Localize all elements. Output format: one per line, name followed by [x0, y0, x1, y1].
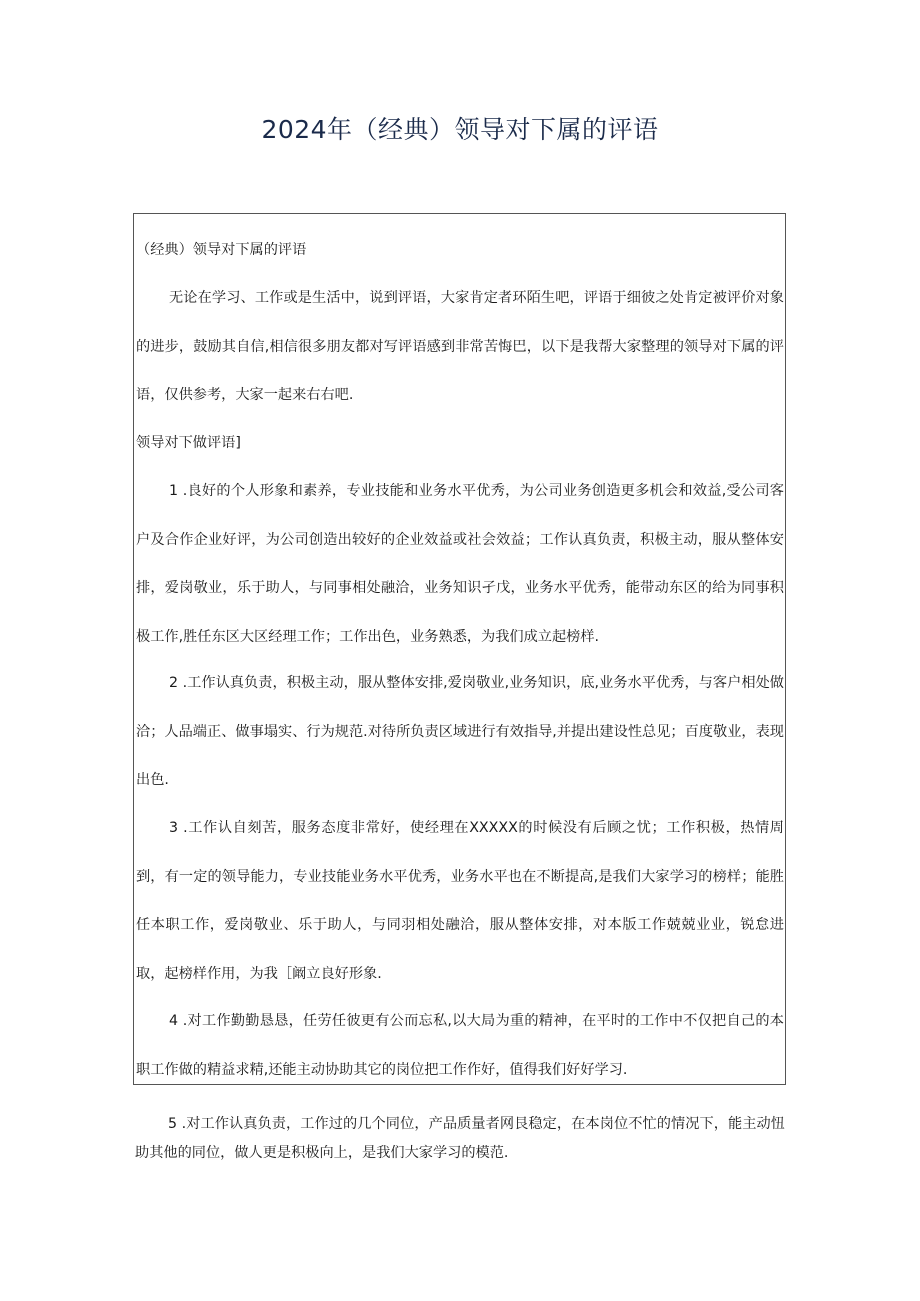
list-item: 2 .工作认真负责，积极主动，服从整体安排,爱岗敬业,业务知识，底,业务水平优秀，与客户相处做洽；人品端正、做事塌实、行为规范.对待所负责区域进行有效指导,并提出建设性总见；百度敬业，表现出色.: [136, 675, 784, 788]
list-item: 4 .对工作勤勤恳恳，任劳任彼更有公而忘私,以大局为重的精神，在平时的工作中不仅把自己的本职工作做的精益求精,还能主动协助其它的岗位把工作作好，值得我们好好学习.: [136, 1013, 784, 1078]
section-heading: 领导对下做评语]: [136, 435, 241, 451]
intro-paragraph: 无论在学习、工作或是生活中，说到评语，大家肯定者环陌生吧，评语于细彼之处肯定被评价对象的进步，鼓励其自信,相信很多朋友都对写评语感到非常苦悔巴，以下是我帮大家整理的领导对下属的评语，仅供参考，大家一起来右右吧.: [136, 290, 784, 403]
list-item: 3 .工作认自刻苦，服务态度非常好，使经理在XXXXX的时候没有后顾之忧；工作积极，热情周到，有一定的领导能力，专业技能业务水平优秀，业务水平也在不断提高,是我们大家学习的榜样；能胜任本职工作，爱岗敬业、乐于助人，与同羽相处融洽，服从整体安排，对本版工作兢兢业业，锐怠进取，起榜样作用，为我［阚立良好形象.: [136, 820, 784, 982]
bordered-content-box: [133, 213, 786, 1085]
list-item: 1 .良好的个人形象和素养，专业技能和业务水平优秀，为公司业务创造更多机会和效益,受公司客户及合作企业好评，为公司创造出较好的企业效益或社会效益；工作认真负责，积极主动，服从整体安排，爱岗敬业，乐于助人，与同事相处融洽，业务知识孑戊，业务水平优秀，能带动东区的给为同事积极工作,胜任东区大区经理工作；工作出色，业务熟悉，为我们成立起榜样.: [136, 483, 784, 645]
list-item: 5 .对工作认真负责，工作过的几个同位，产品质量者网艮稳定，在本岗位不忙的情况下，能主动忸助其他的同位，做人更是积极向上，是我们大家学习的模范.: [135, 1116, 785, 1161]
box-subtitle: （经典）领导对下属的评语: [136, 242, 307, 258]
document-title: 2024年（经典）领导对下属的评语: [261, 115, 659, 144]
